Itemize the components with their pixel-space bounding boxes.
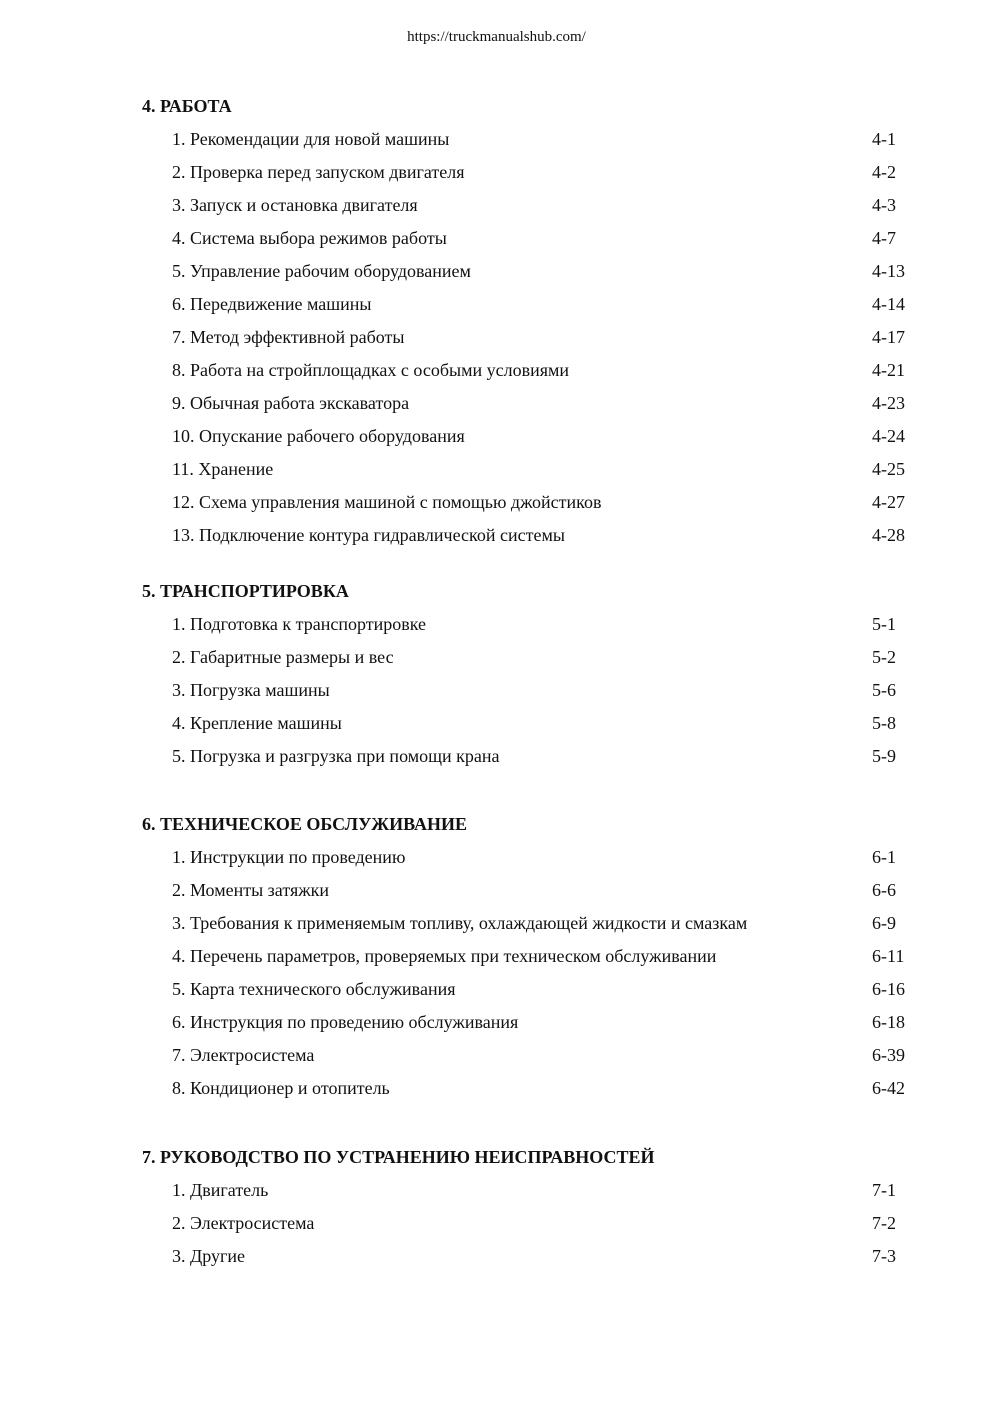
- toc-entry: [142, 1043, 922, 1076]
- toc-entry: [142, 193, 922, 226]
- toc-entry: [142, 1178, 922, 1211]
- entry-page: 6-6: [872, 880, 896, 900]
- entry-label: 2. Моменты затяжки: [172, 880, 330, 900]
- toc-entry: [142, 1244, 922, 1277]
- toc-section-7: [142, 1145, 922, 1277]
- entry-label: 3. Требования к применяемым топливу, охлаждающей жидкости и смазкам: [172, 913, 748, 933]
- toc-entry: [142, 259, 922, 292]
- entry-page: 5-2: [872, 647, 896, 667]
- entry-label: 2. Проверка перед запуском двигателя: [172, 162, 465, 182]
- entry-label: 10. Опускание рабочего оборудования: [172, 426, 465, 446]
- entry-label: 7. Электросистема: [172, 1045, 315, 1065]
- entry-page: 4-24: [872, 426, 905, 446]
- entry-page: 6-39: [872, 1045, 905, 1065]
- entry-page: 6-18: [872, 1012, 905, 1032]
- entry-page: 6-1: [872, 847, 896, 867]
- section-title: 7. РУКОВОДСТВО ПО УСТРАНЕНИЮ НЕИСПРАВНОСТЕЙ: [142, 1147, 655, 1167]
- toc-entry: [142, 292, 922, 325]
- header-url[interactable]: https://truckmanualshub.com/: [407, 29, 586, 45]
- toc-entry: [142, 457, 922, 490]
- toc-section-5: [142, 579, 922, 777]
- entry-page: 6-42: [872, 1078, 905, 1098]
- entry-label: 2. Электросистема: [172, 1213, 315, 1233]
- entry-page: 4-14: [872, 294, 905, 314]
- entry-label: 1. Двигатель: [172, 1180, 269, 1200]
- toc-entry: [142, 1010, 922, 1043]
- entry-label: 12. Схема управления машиной с помощью джойстиков: [172, 492, 602, 512]
- toc-entry: [142, 1076, 922, 1109]
- toc-entry: [142, 1211, 922, 1244]
- entry-page: 4-23: [872, 393, 905, 413]
- entry-label: 7. Метод эффективной работы: [172, 327, 405, 347]
- entry-label: 1. Подготовка к транспортировке: [172, 614, 427, 634]
- entry-label: 1. Инструкции по проведению: [172, 847, 406, 867]
- table-of-contents: [142, 94, 922, 1277]
- entry-label: 6. Передвижение машины: [172, 294, 372, 314]
- entry-label: 4. Крепление машины: [172, 713, 342, 733]
- entry-label: 5. Карта технического обслуживания: [172, 979, 456, 999]
- entry-page: 4-2: [872, 162, 896, 182]
- entry-page: 6-16: [872, 979, 905, 999]
- entry-label: 6. Инструкция по проведению обслуживания: [172, 1012, 519, 1032]
- toc-entry: [142, 226, 922, 259]
- entry-label: 5. Погрузка и разгрузка при помощи крана: [172, 746, 500, 766]
- section-spacer: [142, 556, 922, 579]
- toc-entry: [142, 160, 922, 193]
- toc-entry: [142, 612, 922, 645]
- section-title: 5. ТРАНСПОРТИРОВКА: [142, 581, 349, 601]
- toc-entry: [142, 391, 922, 424]
- toc-entry: [142, 358, 922, 391]
- entry-page: 4-21: [872, 360, 905, 380]
- entry-page: 4-28: [872, 525, 905, 545]
- toc-entry: [142, 424, 922, 457]
- entry-page: 4-25: [872, 459, 905, 479]
- entry-label: 4. Система выбора режимов работы: [172, 228, 447, 248]
- toc-entry: [142, 911, 922, 944]
- entry-label: 1. Рекомендации для новой машины: [172, 129, 450, 149]
- entry-page: 5-9: [872, 746, 896, 766]
- toc-entry: [142, 678, 922, 711]
- toc-entry: [142, 325, 922, 358]
- entry-page: 5-6: [872, 680, 896, 700]
- toc-entry: [142, 977, 922, 1010]
- entry-label: 13. Подключение контура гидравлической системы: [172, 525, 565, 545]
- toc-section-6: [142, 812, 922, 1109]
- entry-label: 4. Перечень параметров, проверяемых при техническом обслуживании: [172, 946, 717, 966]
- entry-page: 7-2: [872, 1213, 896, 1233]
- entry-page: 4-1: [872, 129, 896, 149]
- toc-entry: [142, 523, 922, 556]
- toc-entry: [142, 944, 922, 977]
- toc-entry: [142, 845, 922, 878]
- entry-label: 11. Хранение: [172, 459, 274, 479]
- section-spacer: [142, 777, 922, 812]
- entry-label: 9. Обычная работа экскаватора: [172, 393, 410, 413]
- entry-label: 2. Габаритные размеры и вес: [172, 647, 394, 667]
- section-spacer: [142, 1109, 922, 1145]
- entry-page: 7-1: [872, 1180, 896, 1200]
- entry-label: 8. Работа на стройплощадках с особыми условиями: [172, 360, 570, 380]
- entry-page: 4-17: [872, 327, 905, 347]
- section-title: 6. ТЕХНИЧЕСКОЕ ОБСЛУЖИВАНИЕ: [142, 814, 467, 834]
- entry-label: 3. Запуск и остановка двигателя: [172, 195, 418, 215]
- entry-label: 8. Кондиционер и отопитель: [172, 1078, 390, 1098]
- section-title: 4. РАБОТА: [142, 96, 232, 116]
- entry-page: 7-3: [872, 1246, 896, 1266]
- entry-page: 4-3: [872, 195, 896, 215]
- entry-page: 4-13: [872, 261, 905, 281]
- toc-entry: [142, 711, 922, 744]
- entry-page: 4-7: [872, 228, 896, 248]
- toc-section-4: [142, 94, 922, 556]
- entry-label: 3. Другие: [172, 1246, 246, 1266]
- toc-entry: [142, 645, 922, 678]
- entry-label: 5. Управление рабочим оборудованием: [172, 261, 471, 281]
- entry-page: 4-27: [872, 492, 905, 512]
- toc-entry: [142, 490, 922, 523]
- toc-entry: [142, 127, 922, 160]
- entry-page: 5-8: [872, 713, 896, 733]
- entry-page: 6-11: [872, 946, 905, 966]
- toc-entry: [142, 744, 922, 777]
- entry-page: 5-1: [872, 614, 896, 634]
- entry-label: 3. Погрузка машины: [172, 680, 330, 700]
- toc-entry: [142, 878, 922, 911]
- entry-page: 6-9: [872, 913, 896, 933]
